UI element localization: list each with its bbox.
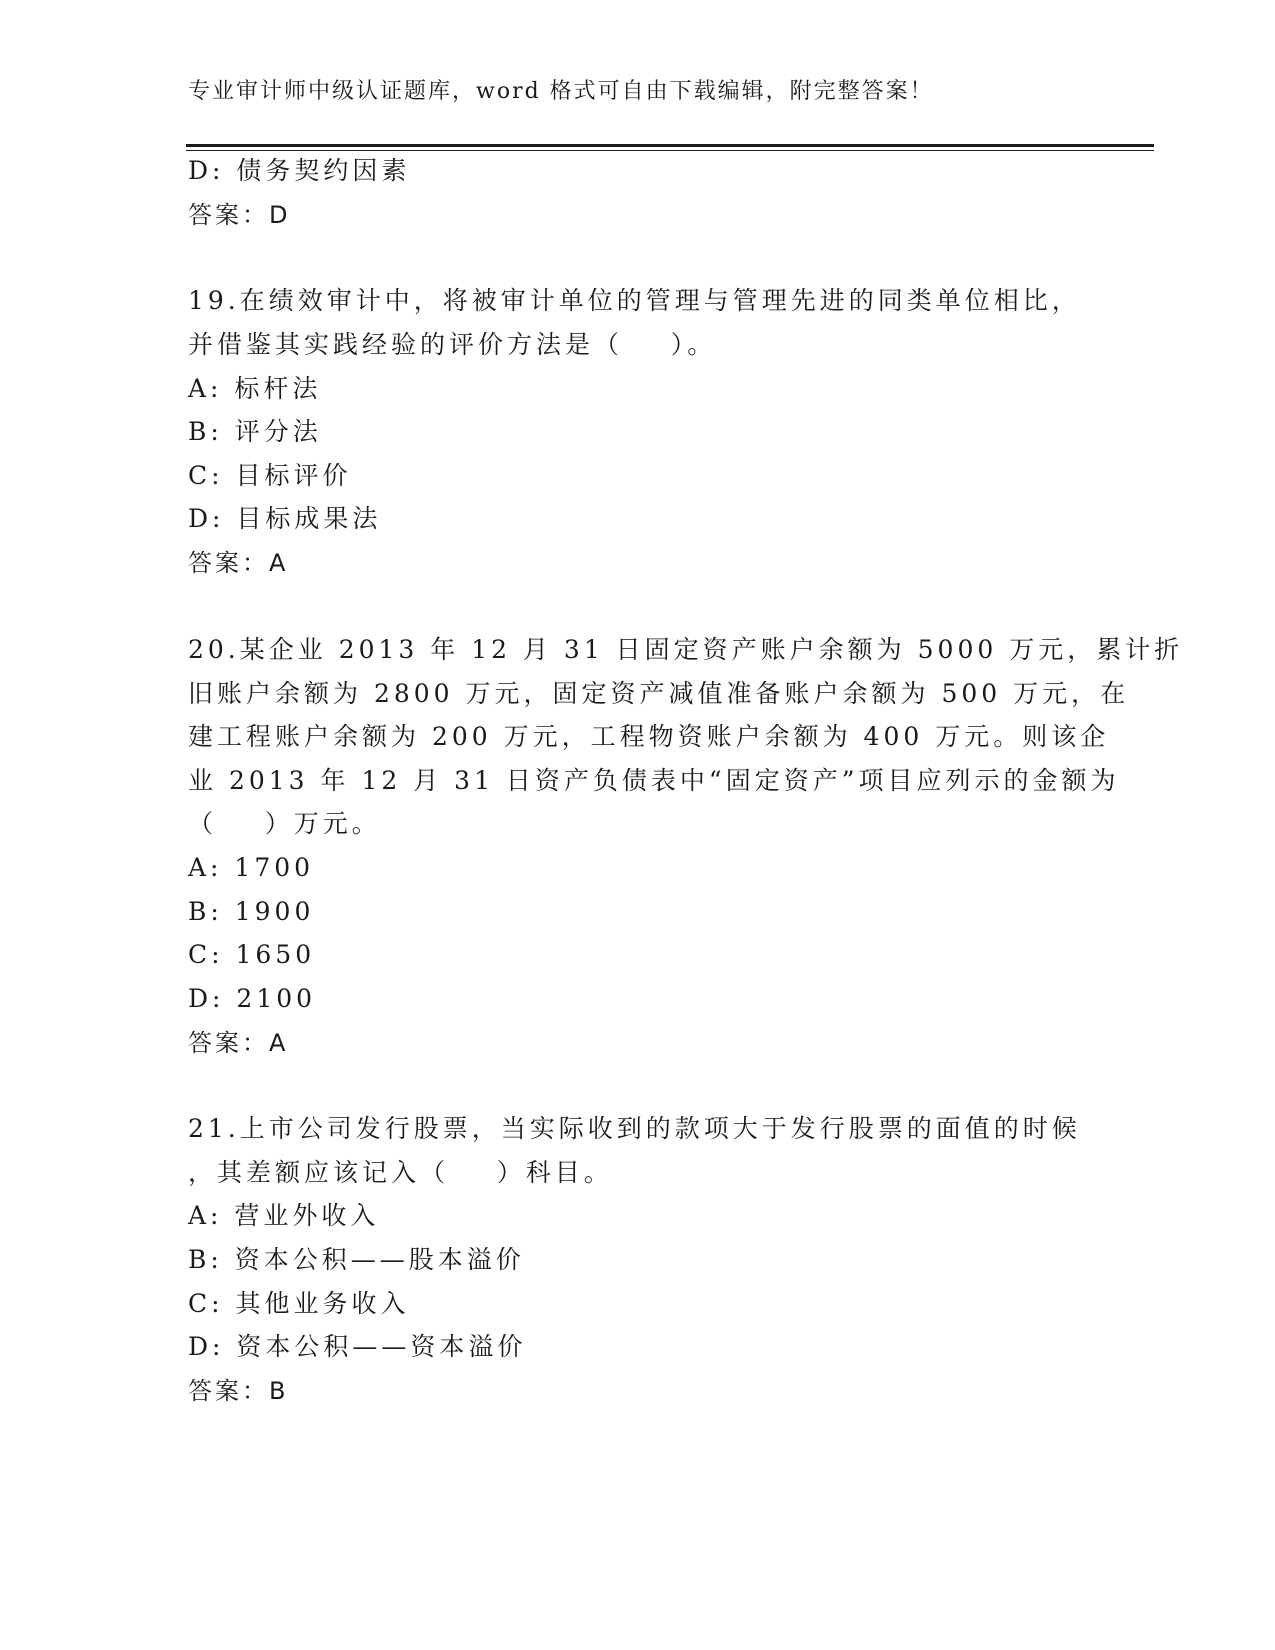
question-text-line: 20.某企业 2013 年 12 月 31 日固定资产账户余额为 5000 万元，累计折	[188, 635, 1184, 664]
option-a: A: 标杆法	[188, 374, 322, 403]
question-text-line: （ ）万元。	[188, 809, 381, 838]
answer: 答案：D	[188, 201, 291, 229]
option-d: D: 债务契约因素	[188, 156, 411, 185]
answer: 答案：A	[188, 1029, 289, 1057]
option-c: C: 1650	[188, 940, 316, 969]
question-text-line: 业 2013 年 12 月 31 日资产负债表中“固定资产”项目应列示的金额为	[188, 766, 1120, 795]
question-text-line: 19.在绩效审计中，将被审计单位的管理与管理先进的同类单位相比，	[188, 286, 1081, 315]
option-d: D: 资本公积——资本溢价	[188, 1332, 527, 1361]
question-text-line: ，其差额应该记入（ ）科目。	[188, 1158, 613, 1187]
option-b: B: 1900	[188, 897, 315, 926]
option-a: A: 营业外收入	[188, 1201, 380, 1230]
option-c: C: 目标评价	[188, 461, 352, 490]
option-c: C: 其他业务收入	[188, 1289, 410, 1318]
answer: 答案：B	[188, 1377, 289, 1405]
option-b: B: 资本公积——股本溢价	[188, 1245, 525, 1274]
question-text-line: 旧账户余额为 2800 万元，固定资产减值准备账户余额为 500 万元，在	[188, 679, 1130, 708]
header-text: 专业审计师中级认证题库，word 格式可自由下载编辑，附完整答案！	[188, 79, 934, 104]
option-a: A: 1700	[188, 853, 315, 882]
header-rule-thick	[186, 144, 1154, 147]
question-text-line: 并借鉴其实践经验的评价方法是（ ）。	[188, 330, 717, 359]
header-rule-thin	[186, 150, 1154, 151]
question-text-line: 建工程账户余额为 200 万元，工程物资账户余额为 400 万元。则该企	[188, 722, 1110, 751]
option-d: D: 目标成果法	[188, 504, 382, 533]
option-b: B: 评分法	[188, 417, 322, 446]
question-text-line: 21.上市公司发行股票，当实际收到的款项大于发行股票的面值的时候	[188, 1114, 1081, 1143]
option-d: D: 2100	[188, 984, 317, 1013]
answer: 答案：A	[188, 549, 289, 577]
